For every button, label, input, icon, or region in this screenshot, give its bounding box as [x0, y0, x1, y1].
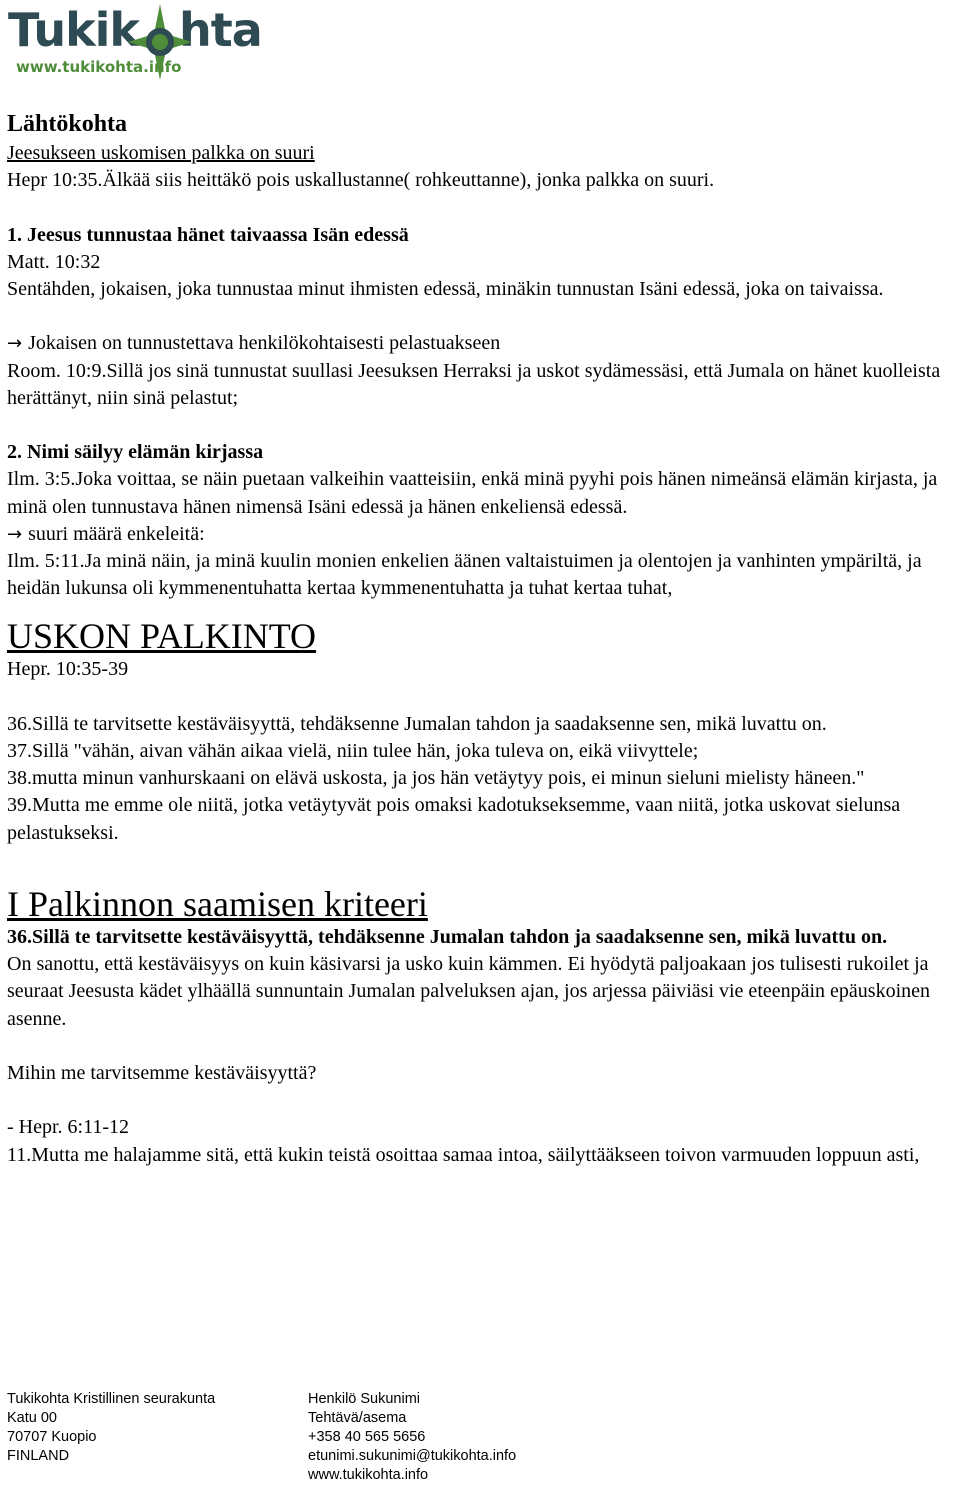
point2-verse	[7, 466, 957, 520]
spacer	[7, 194, 957, 221]
intro-verse: Hepr 10:35.Älkää siis heittäkö pois uskallustanne( rohkeuttanne), jonka palkka on suuri.	[7, 169, 715, 192]
point1-arrow-line	[7, 330, 957, 357]
point1-verse: Sentähden, jokaisen, joka tunnustaa minut ihmisten edessä, minäkin tunnustan Isäni edessä, joka on taivaissa.	[7, 278, 884, 300]
verse-37	[7, 738, 957, 765]
verse-38	[7, 765, 957, 792]
verse-36	[7, 711, 957, 738]
point2-verse2	[7, 548, 957, 602]
verse-38-number: 38.	[7, 767, 32, 790]
footer-org-name: Tukikohta Kristillinen seurakunta	[7, 1391, 216, 1407]
footer-city: 70707 Kuopio	[7, 1429, 97, 1445]
footer-person: Henkilö Sukunimi	[308, 1391, 421, 1407]
point2-arrow-text: suuri määrä enkeleitä:	[28, 522, 205, 545]
kriteeri-bold-verse: 36.Sillä te tarvitsette kestäväisyyttä, tehdäksenne Jumalan tahdon ja saadaksenne sen, mikä luvattu on.	[7, 926, 888, 948]
spacer	[7, 1033, 957, 1060]
arrow-icon: →	[7, 523, 23, 545]
logo-url: www.tukikohta.info	[16, 58, 182, 76]
point2-ref2: Ilm. 5:11.	[7, 550, 85, 572]
point2-arrow-line	[7, 521, 957, 548]
footer-address	[7, 1390, 215, 1466]
footer-phone: +358 40 565 5656	[308, 1429, 426, 1445]
uskon-ref: Hepr. 10:35-39	[7, 658, 129, 681]
verse-11	[7, 1142, 957, 1169]
kriteeri-ref: - Hepr. 6:11-12	[7, 1116, 130, 1139]
verse-11-text: Mutta me halajamme sitä, että kukin teistä osoittaa samaa intoa, säilyttääkseen toivon varmuuden loppuun asti,	[31, 1143, 920, 1166]
verse-39-text: Mutta me emme ole niitä, jotka vetäytyvät pois omaksi kadotukseksemme, vaan niitä, jotka uskovat sielunsa pelastukseksi.	[7, 794, 901, 844]
point1-verse2	[7, 358, 957, 412]
point1-arrow-text: Jokaisen on tunnustettava henkilökohtaisesti pelastuakseen	[28, 332, 501, 355]
tukikohta-logo	[8, 4, 278, 78]
verse-11-number: 11.	[7, 1143, 32, 1166]
footer-contact	[308, 1390, 516, 1485]
footer-role: Tehtävä/asema	[308, 1410, 407, 1426]
point2-verse-text: Joka voittaa, se näin puetaan valkeihin vaatteisiin, enkä minä pyyhi pois hänen nimeänsä elämän kirjasta, ja minä olen tunnustava hänen nimensä Isäni edessä ja hänen enkeliensä edessä.	[7, 468, 938, 518]
footer-country: FINLAND	[7, 1448, 70, 1464]
point1-title: 1. Jeesus tunnustaa hänet taivaassa Isän edessä	[7, 223, 409, 246]
subheading: Jeesukseen uskomisen palkka on suuri	[7, 142, 315, 164]
verse-39-number: 39.	[7, 794, 32, 817]
verse-38-text: mutta minun vanhurskaani on elävä uskosta, ja jos hän vetäytyy pois, ei minun sieluni mielisty häneen."	[32, 767, 865, 790]
point2-verse2-text: Ja minä näin, ja minä kuulin monien enkelien äänen valtaistuimen ja olentojen ja vanhinten ympäriltä, ja heidän lukunsa oli kymmenentuhatta kertaa kymmenentuhatta ja tuhat kertaa tuhat,	[7, 550, 922, 600]
kriteeri-question: Mihin me tarvitsemme kestäväisyyttä?	[7, 1062, 317, 1084]
spacer	[7, 1087, 957, 1114]
point1-ref2: Room. 10:9.	[7, 359, 107, 382]
verse-36-text: Sillä te tarvitsette kestäväisyyttä, tehdäksenne Jumalan tahdon ja saadaksenne sen, mikä luvattu on.	[32, 712, 827, 735]
spacer	[7, 303, 957, 330]
point1-verse2-text: Sillä jos sinä tunnustat suullasi Jeesuksen Herraksi ja uskot sydämessäsi, että Jumala on hänet kuolleista herättänyt, niin sinä pelastut;	[7, 359, 941, 409]
footer-email: etunimi.sukunimi@tukikohta.info	[308, 1448, 517, 1464]
verse-37-number: 37.	[7, 740, 32, 762]
heading-lahtokohta: Lähtökohta	[7, 111, 128, 137]
verse-39	[7, 792, 957, 846]
footer-website: www.tukikohta.info	[308, 1467, 429, 1483]
point1-ref: Matt. 10:32	[7, 250, 101, 273]
kriteeri-paragraph: On sanottu, että kestäväisyys on kuin käsivarsi ja usko kuin kämmen. Ei hyödytä paljoakaan jos tulisesti rukoilet ja seuraat Jeesusta kädet ylhäällä sunnuntain Jumalan palveluksen ajan, jos arjessa päiviäsi vie eteenpäin epäuskoinen asenne.	[7, 953, 931, 1030]
section-title-kriteeri: I Palkinnon saamisen kriteeri	[7, 884, 428, 924]
verse-36-number: 36.	[7, 712, 32, 735]
footer-street: Katu 00	[7, 1410, 57, 1426]
point2-title: 2. Nimi säilyy elämän kirjassa	[7, 441, 264, 464]
section-title-uskon-palkinto: USKON PALKINTO	[7, 616, 317, 657]
spacer	[7, 684, 957, 711]
document-body	[7, 108, 957, 1169]
point2-ref: Ilm. 3:5.	[7, 468, 76, 491]
verse-37-text: Sillä "vähän, aivan vähän aikaa vielä, niin tulee hän, joka tuleva on, eikä viivyttele;	[32, 740, 699, 762]
arrow-icon: →	[7, 333, 23, 355]
spacer	[7, 847, 957, 874]
logo-word-left: Tukik	[8, 3, 140, 57]
logo-word-right: hta	[179, 3, 262, 57]
spacer	[7, 412, 957, 439]
